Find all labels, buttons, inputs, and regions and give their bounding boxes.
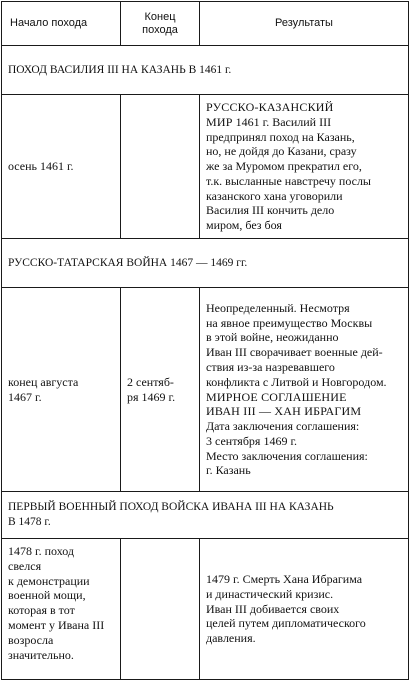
start-cell-1: осень 1461 г. [2, 95, 121, 239]
section-title-1: ПОХОД ВАСИЛИЯ III НА КАЗАНЬ В 1461 г. [2, 46, 409, 95]
section-title-3: ПЕРВЫЙ ВОЕННЫЙ ПОХОД ВОЙСКА ИВАНА III НА КАЗАНЬ В 1478 г. [2, 492, 409, 539]
header-results: Результаты [200, 2, 409, 46]
result-text-2b: Дата заключения соглашения: 3 сентября 1469 г. Место заключения соглашения: г. Казань [206, 419, 368, 478]
section-title-2: РУССКО-ТАТАРСКАЯ ВОЙНА 1467 — 1469 гг. [2, 239, 409, 288]
end-cell-2: 2 сентяб- ря 1469 г. [121, 288, 200, 492]
result-cell-1 [200, 95, 409, 239]
table-header-row [2, 2, 409, 46]
result-text-1: 1461 г. Василий III предпринял поход на Казань, но, не дойдя до Казани, сразу же за Муромом прекратил его, т.к. высланные навстречу послы казанского хана уговорили Василия III кончить дело миром, без боя [206, 114, 371, 233]
start-cell-2: конец августа 1467 г. [2, 288, 121, 492]
table-row [2, 95, 409, 239]
header-end: Конец похода [121, 2, 200, 46]
section-row-3 [2, 492, 409, 539]
campaigns-table [1, 1, 409, 680]
result-caps-2: МИРНОЕ СОГЛАШЕНИЕ ИВАН III — ХАН ИБРАГИМ [206, 389, 362, 419]
result-caps-1: РУССКО-КАЗАНСКИЙ МИР [206, 99, 334, 129]
table-row [2, 288, 409, 492]
table-row [2, 539, 409, 680]
start-cell-3: 1478 г. поход свелся к демонстрации военной мощи, которая в тот момент у Ивана III возросла значительно. [2, 539, 121, 680]
result-cell-3: 1479 г. Смерть Хана Ибрагима и династический кризис. Иван III добивается своих целей путем дипломатического давления. [200, 539, 409, 680]
end-cell-3 [121, 539, 200, 680]
header-start: Начало похода [2, 2, 121, 46]
result-text-2a: Неопределенный. Несмотря на явное преимущество Москвы в этой войне, неожиданно Иван III сворачивает военные дей- ствия из-за назревавшего конфликта с Литвой и Новгородом. [206, 300, 387, 389]
section-row-2 [2, 239, 409, 288]
end-cell-1 [121, 95, 200, 239]
section-row-1 [2, 46, 409, 95]
result-cell-2 [200, 288, 409, 492]
